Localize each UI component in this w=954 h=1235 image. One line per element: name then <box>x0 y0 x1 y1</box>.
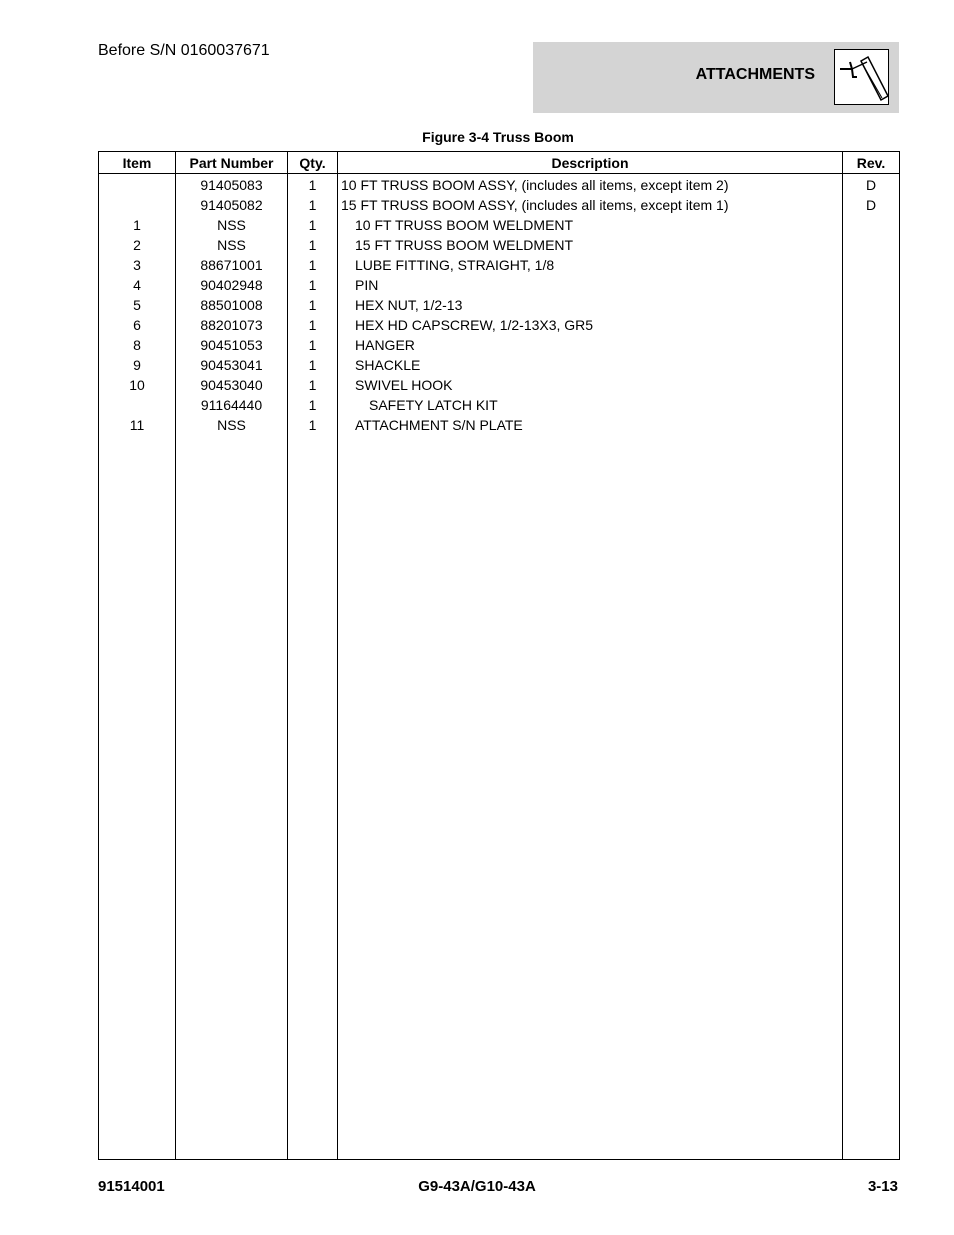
item-cell: 6 <box>99 315 176 335</box>
empty-cell <box>843 435 900 1160</box>
description-cell: PIN <box>338 275 843 295</box>
rev-cell <box>843 235 900 255</box>
empty-cell <box>176 435 288 1160</box>
column-header-description: Description <box>338 152 843 174</box>
table-row <box>99 255 900 275</box>
column-header-part-number: Part Number <box>176 152 288 174</box>
qty-cell: 1 <box>288 195 338 215</box>
part-number-cell: 91164440 <box>176 395 288 415</box>
qty-cell: 1 <box>288 355 338 375</box>
rev-cell <box>843 395 900 415</box>
description-cell: 15 FT TRUSS BOOM WELDMENT <box>338 235 843 255</box>
table-row <box>99 215 900 235</box>
item-cell: 4 <box>99 275 176 295</box>
column-header-item: Item <box>99 152 176 174</box>
qty-cell: 1 <box>288 174 338 196</box>
description-cell: HEX HD CAPSCREW, 1/2-13X3, GR5 <box>338 315 843 335</box>
table-row <box>99 415 900 435</box>
rev-cell <box>843 415 900 435</box>
table-row <box>99 174 900 196</box>
qty-cell: 1 <box>288 335 338 355</box>
section-header <box>533 42 899 113</box>
qty-cell: 1 <box>288 415 338 435</box>
column-header-qty: Qty. <box>288 152 338 174</box>
column-header-rev: Rev. <box>843 152 900 174</box>
rev-cell <box>843 215 900 235</box>
empty-cell <box>99 435 176 1160</box>
description-cell: HANGER <box>338 335 843 355</box>
footer-doc-number: 91514001 <box>98 1178 165 1195</box>
rev-cell <box>843 255 900 275</box>
empty-cell <box>338 435 843 1160</box>
section-title: ATTACHMENTS <box>695 66 815 83</box>
item-cell <box>99 395 176 415</box>
description-cell: 10 FT TRUSS BOOM WELDMENT <box>338 215 843 235</box>
rev-cell <box>843 275 900 295</box>
footer-model: G9-43A/G10-43A <box>418 1178 536 1195</box>
table-row <box>99 275 900 295</box>
parts-list-table <box>98 151 900 1160</box>
item-cell: 1 <box>99 215 176 235</box>
description-cell: SWIVEL HOOK <box>338 375 843 395</box>
table-row <box>99 395 900 415</box>
qty-cell: 1 <box>288 275 338 295</box>
qty-cell: 1 <box>288 235 338 255</box>
table-row <box>99 235 900 255</box>
part-number-cell: 90453041 <box>176 355 288 375</box>
item-cell: 3 <box>99 255 176 275</box>
item-cell: 9 <box>99 355 176 375</box>
footer-page-number: 3-13 <box>867 1178 898 1195</box>
item-cell <box>99 174 176 196</box>
empty-cell <box>288 435 338 1160</box>
part-number-cell: 91405082 <box>176 195 288 215</box>
part-number-cell: 91405083 <box>176 174 288 196</box>
table-header-row <box>99 152 900 174</box>
part-number-cell: NSS <box>176 235 288 255</box>
rev-cell <box>843 295 900 315</box>
item-cell: 10 <box>99 375 176 395</box>
description-cell: 15 FT TRUSS BOOM ASSY, (includes all items, except item 1) <box>338 195 843 215</box>
part-number-cell: 88501008 <box>176 295 288 315</box>
qty-cell: 1 <box>288 215 338 235</box>
figure-title: Figure 3-4 Truss Boom <box>422 129 574 145</box>
qty-cell: 1 <box>288 315 338 335</box>
table-row <box>99 315 900 335</box>
table-filler-row <box>99 435 900 1160</box>
table-row <box>99 375 900 395</box>
item-cell: 2 <box>99 235 176 255</box>
description-cell: LUBE FITTING, STRAIGHT, 1/8 <box>338 255 843 275</box>
rev-cell <box>843 315 900 335</box>
rev-cell: D <box>843 195 900 215</box>
description-cell: SAFETY LATCH KIT <box>338 395 843 415</box>
rev-cell: D <box>843 174 900 196</box>
part-number-cell: 90451053 <box>176 335 288 355</box>
item-cell: 8 <box>99 335 176 355</box>
qty-cell: 1 <box>288 255 338 275</box>
rev-cell <box>843 375 900 395</box>
qty-cell: 1 <box>288 375 338 395</box>
part-number-cell: 88671001 <box>176 255 288 275</box>
table-row <box>99 335 900 355</box>
description-cell: ATTACHMENT S/N PLATE <box>338 415 843 435</box>
table-row <box>99 195 900 215</box>
item-cell: 11 <box>99 415 176 435</box>
description-cell: HEX NUT, 1/2-13 <box>338 295 843 315</box>
part-number-cell: 90453040 <box>176 375 288 395</box>
part-number-cell: NSS <box>176 215 288 235</box>
rev-cell <box>843 335 900 355</box>
part-number-cell: 90402948 <box>176 275 288 295</box>
serial-note: Before S/N 0160037671 <box>98 42 270 59</box>
table-row <box>99 355 900 375</box>
qty-cell: 1 <box>288 295 338 315</box>
item-cell <box>99 195 176 215</box>
table-row <box>99 295 900 315</box>
part-number-cell: NSS <box>176 415 288 435</box>
truss-boom-attachment-icon <box>834 49 889 105</box>
item-cell: 5 <box>99 295 176 315</box>
description-cell: SHACKLE <box>338 355 843 375</box>
description-cell: 10 FT TRUSS BOOM ASSY, (includes all items, except item 2) <box>338 174 843 196</box>
rev-cell <box>843 355 900 375</box>
qty-cell: 1 <box>288 395 338 415</box>
part-number-cell: 88201073 <box>176 315 288 335</box>
